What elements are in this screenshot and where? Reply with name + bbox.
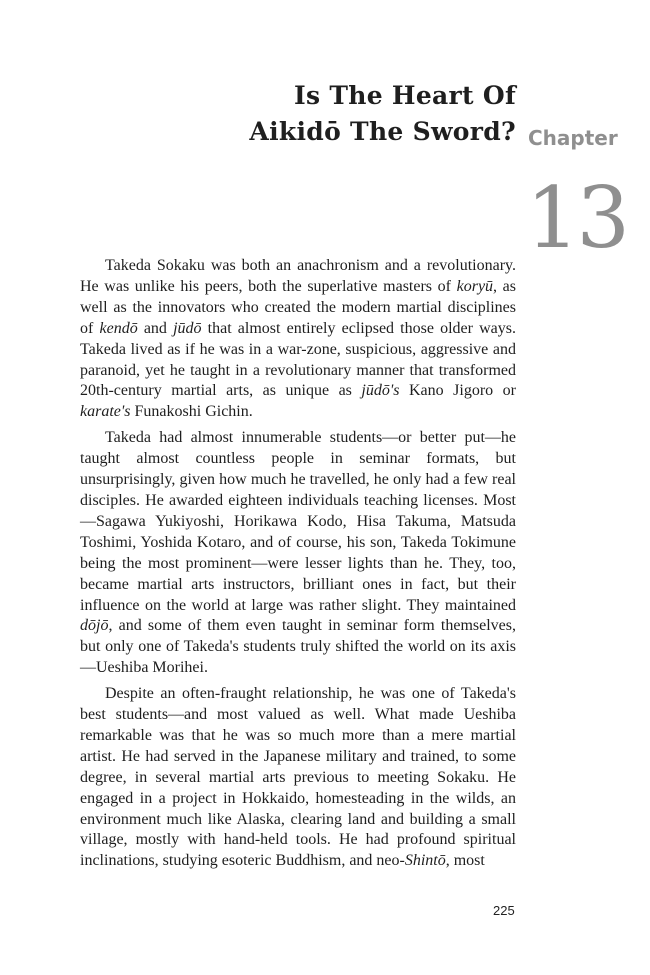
page-number: 225 xyxy=(493,903,515,918)
body-text xyxy=(80,256,516,877)
italic-term: koryū xyxy=(456,277,494,295)
text-run: Despite an often-fraught relationship, he was one of Takeda's best students—and most valued as well. What made Ueshiba remarkable was that he was so much more than a mere martial artist. He had served in the Japanese military and trained, to some degree, in several martial arts previous to meeting Sokaku. He engaged in a project in Hokkaido, homesteading in the wilds, an environment much like Alaska, clearing land and building a small village, mostly with hand-held tools. He had profound spiritual inclinations, studying esoteric Buddhism, and neo- xyxy=(80,685,516,870)
italic-term: kendō xyxy=(99,319,138,337)
text-run: Takeda Sokaku was both an anachronism and a revolutionary. He was unlike his peers, both the superlative masters of xyxy=(80,257,516,295)
italic-term: Shintō xyxy=(404,852,446,870)
text-run: and xyxy=(137,319,174,337)
italic-term: jūdō's xyxy=(361,382,400,400)
paragraph-1 xyxy=(80,256,516,423)
text-run: , as well as the innovators who created the modern martial disciplines of xyxy=(80,277,516,337)
text-run: Takeda had almost innumerable students—or better put—he taught almost countless people in seminar formats, but unsurprisingly, given how much he travelled, he only had a few real disciples. He awarded eighteen individuals teaching licenses. Most—Sagawa Yukiyoshi, Horikawa Kodo, Hisa Takuma, Matsuda Toshimi, Yoshida Kotaro, and of course, his son, Takeda Tokimune being the most prominent—were lesser lights than he. They, too, became martial arts instructors, brilliant ones in fact, but their influence on the world at large was rather slight. They maintained xyxy=(80,429,516,614)
chapter-title xyxy=(249,78,516,150)
chapter-title-line-1: Is The Heart Of xyxy=(293,81,516,110)
chapter-title-line-2: Aikidō The Sword? xyxy=(249,117,516,146)
italic-term: jūdō xyxy=(173,319,202,337)
text-run: Funakoshi Gichin. xyxy=(130,403,253,421)
text-run: , and some of them even taught in seminar form themselves, but only one of Takeda's students truly shifted the world on its axis—Ueshiba Morihei. xyxy=(80,617,516,677)
text-run: , most xyxy=(445,852,485,870)
paragraph-2 xyxy=(80,428,516,679)
chapter-label: Chapter xyxy=(528,126,618,150)
chapter-number: 13 xyxy=(526,169,627,267)
italic-term: karate's xyxy=(80,403,131,421)
paragraph-3 xyxy=(80,684,516,872)
italic-term: dōjō xyxy=(80,617,109,635)
text-run: that almost entirely eclipsed those older ways. Takeda lived as if he was in a war-zone, suspicious, aggressive and paranoid, yet he taught in a revolutionary manner that transformed 20th-century martial arts, as unique as xyxy=(80,319,517,400)
text-run: Kano Jigoro or xyxy=(399,382,517,400)
